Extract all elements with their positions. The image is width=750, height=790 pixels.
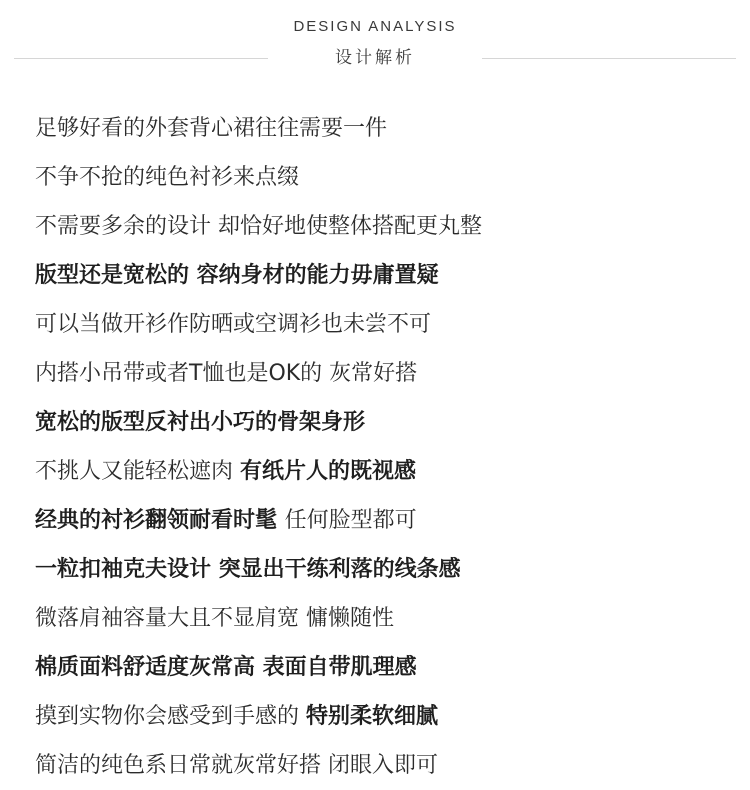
- bold-text-segment: 有纸片人的既视感: [240, 459, 417, 484]
- section-title-cn: 设计解析: [335, 48, 415, 68]
- description-line: [35, 447, 735, 496]
- bold-text-segment: 棉质面料舒适度灰常高 表面自带肌理感: [35, 655, 417, 680]
- bold-text-segment: 宽松的版型反衬出小巧的骨架身形: [35, 410, 366, 435]
- text-segment: 不争不抢的纯色衬衫来点缀: [35, 165, 300, 190]
- description-line: [35, 496, 735, 545]
- description-list: [35, 104, 735, 790]
- description-line: [35, 251, 735, 300]
- description-line: [35, 692, 735, 741]
- section-header: [0, 0, 750, 80]
- description-line: [35, 545, 735, 594]
- description-line: [35, 741, 735, 790]
- description-line: [35, 349, 735, 398]
- section-title-en: DESIGN ANALYSIS: [293, 18, 457, 35]
- description-line: [35, 398, 735, 447]
- description-line: [35, 594, 735, 643]
- bold-text-segment: 经典的衬衫翻领耐看时髦: [35, 508, 285, 533]
- bold-text-segment: 特别柔软细腻: [306, 704, 439, 729]
- bold-text-segment: 版型还是宽松的 容纳身材的能力毋庸置疑: [35, 263, 439, 288]
- description-line: [35, 153, 735, 202]
- bold-text-segment: 一粒扣袖克夫设计 突显出干练利落的线条感: [35, 557, 461, 582]
- description-line: [35, 300, 735, 349]
- text-segment: 微落肩袖容量大且不显肩宽 慵懒随性: [35, 606, 394, 631]
- description-line: [35, 643, 735, 692]
- text-segment: 足够好看的外套背心裙往往需要一件: [35, 116, 388, 141]
- text-segment: 可以当做开衫作防晒或空调衫也未尝不可: [35, 312, 432, 337]
- text-segment: 简洁的纯色系日常就灰常好搭 闭眼入即可: [35, 753, 438, 778]
- divider-right: [482, 58, 736, 59]
- text-segment: 摸到实物你会感受到手感的: [35, 704, 306, 729]
- text-segment: 内搭小吊带或者T恤也是OK的 灰常好搭: [35, 361, 418, 386]
- text-segment: 不挑人又能轻松遮肉: [35, 459, 240, 484]
- description-line: [35, 202, 735, 251]
- text-segment: 任何脸型都可: [284, 508, 417, 533]
- description-line: [35, 104, 735, 153]
- text-segment: 不需要多余的设计 却恰好地使整体搭配更丸整: [35, 214, 482, 239]
